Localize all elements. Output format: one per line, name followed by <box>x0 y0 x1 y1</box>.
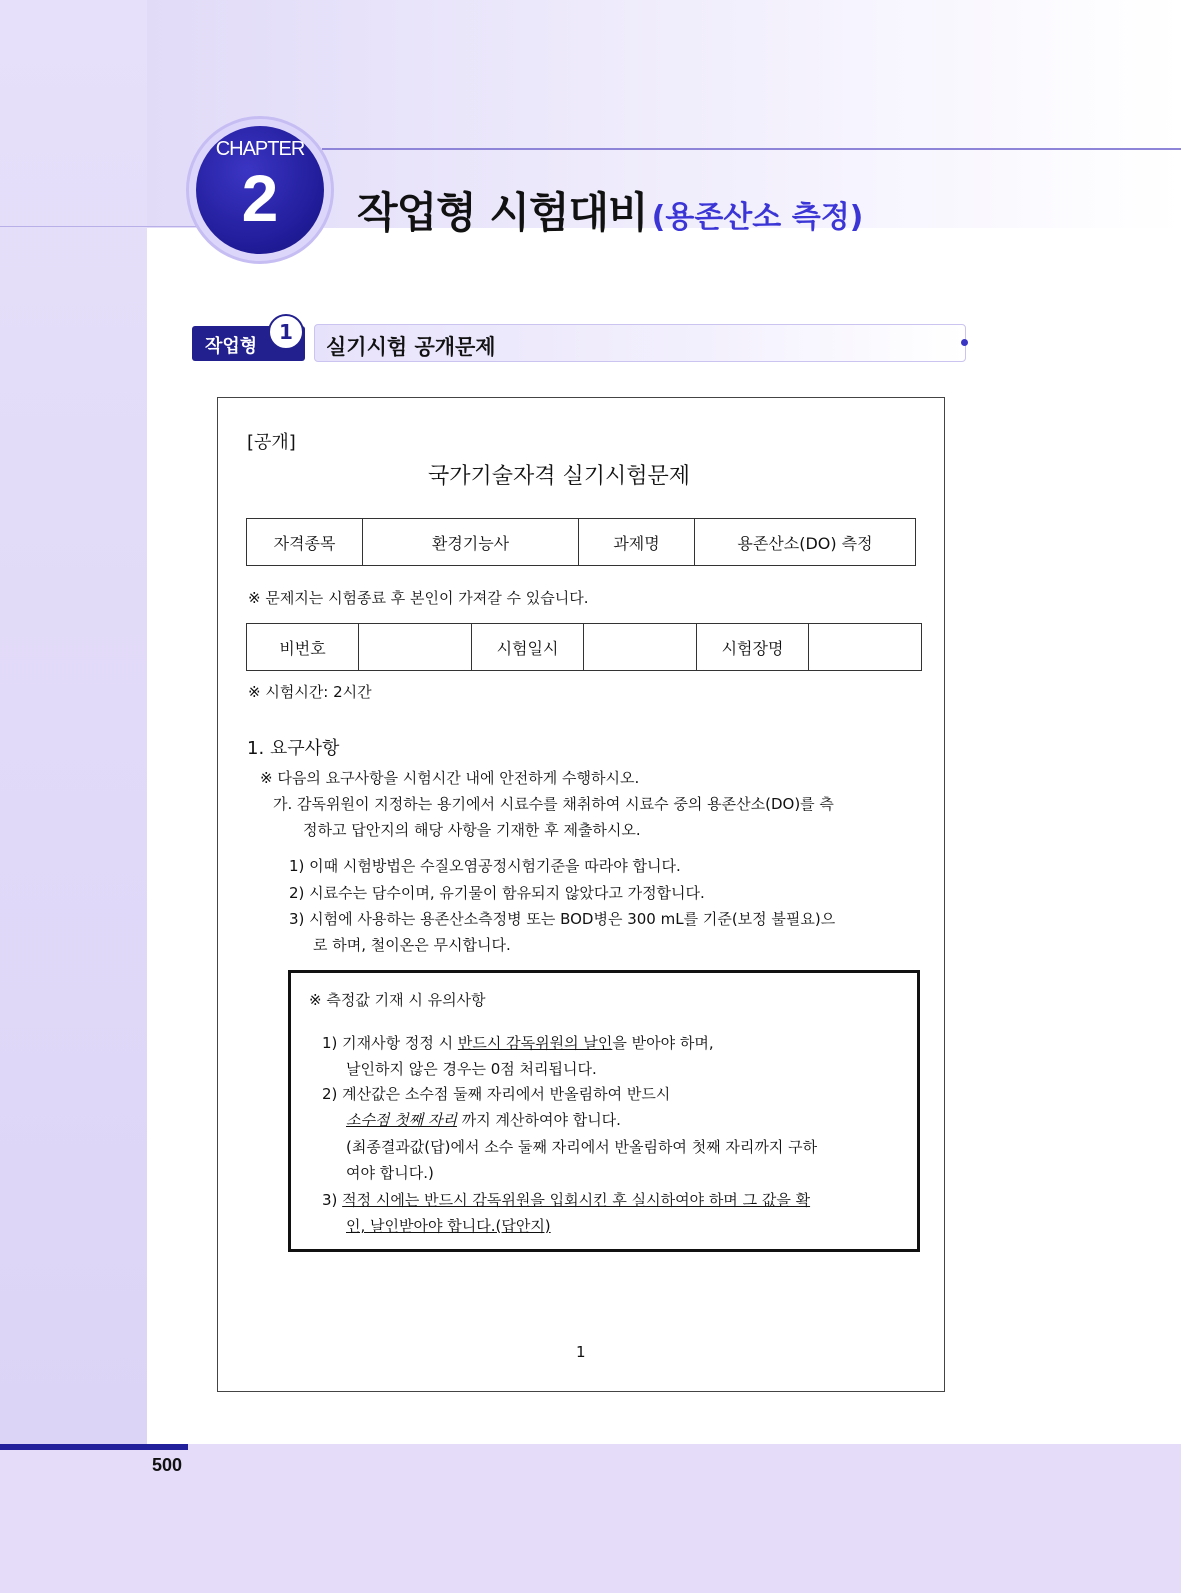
sub-item-2: 2) 시료수는 담수이며, 유기물이 함유되지 않았다고 가정합니다. <box>289 884 705 902</box>
notice-3-a: 3) <box>322 1191 343 1209</box>
section-dot <box>961 339 968 346</box>
header-rule <box>322 148 1181 150</box>
title-sub: (용존산소 측정) <box>651 200 864 235</box>
table2-cell <box>584 624 697 671</box>
left-margin-band <box>0 0 147 1446</box>
table2-cell <box>359 624 472 671</box>
table1-cell: 환경기능사 <box>363 519 579 566</box>
section-badge-number: 1 <box>268 314 304 350</box>
table1-cell: 과제명 <box>579 519 695 566</box>
requirements-intro: ※ 다음의 요구사항을 시험시간 내에 안전하게 수행하시오. <box>260 769 640 787</box>
notice-item-3-line2: 인, 날인받아야 합니다.(답안지) <box>346 1217 551 1235</box>
notice-item-2-line1: 2) 계산값은 소수점 둘째 자리에서 반올림하여 반드시 <box>322 1085 671 1103</box>
sub-item-3-line2: 로 하며, 철이온은 무시합니다. <box>313 936 511 954</box>
chapter-label: CHAPTER <box>215 138 305 160</box>
notice-item-2-line4: 여야 합니다.) <box>346 1164 434 1182</box>
doc-heading: 국가기술자격 실기시험문제 <box>428 464 691 489</box>
table2-cell: 시험일시 <box>472 624 584 671</box>
notice-2-emphasis: 소수점 첫째 자리 <box>346 1111 457 1129</box>
notice-1-a: 1) 기재사항 정정 시 <box>322 1034 458 1052</box>
item-ga-line1: 가. 감독위원이 지정하는 용기에서 시료수를 채취하여 시료수 중의 용존산소(DO)를 측 <box>273 795 834 813</box>
footer-accent-bar <box>0 1444 188 1450</box>
table2-cell: 시험장명 <box>697 624 809 671</box>
requirements-heading: 1. 요구사항 <box>247 738 340 759</box>
sub-item-1: 1) 이때 시험방법은 수질오염공정시험기준을 따라야 합니다. <box>289 857 681 875</box>
table2-cell <box>809 624 922 671</box>
section-badge-label: 작업형 <box>205 336 258 357</box>
notice-item-3 <box>322 1189 810 1210</box>
notice-1-c: 을 받아야 하며, <box>612 1034 714 1052</box>
page-title <box>357 180 863 240</box>
sub-item-3-line1: 3) 시험에 사용하는 용존산소측정병 또는 BOD병은 300 mL를 기준(보정 불필요)으 <box>289 910 836 928</box>
exam-info-table <box>246 518 916 566</box>
table2-cell: 비번호 <box>247 624 359 671</box>
notice-item-2-line2 <box>346 1109 621 1130</box>
notice-item-2-line3: (최종결과값(답)에서 소수 둘째 자리에서 반올림하여 첫째 자리까지 구하 <box>346 1138 818 1156</box>
title-main: 작업형 시험대비 <box>357 188 648 237</box>
chapter-number: 2 <box>241 161 279 235</box>
notice-3-emphasis: 적정 시에는 반드시 감독위원을 입회시킨 후 실시하여야 하며 그 값을 확 <box>342 1191 811 1209</box>
note-duration: ※ 시험시간: 2시간 <box>248 683 372 701</box>
note-take-home: ※ 문제지는 시험종료 후 본인이 가져갈 수 있습니다. <box>248 589 589 607</box>
page-number: 500 <box>152 1455 183 1475</box>
table1-cell: 용존산소(DO) 측정 <box>695 519 916 566</box>
section-title: 실기시험 공개문제 <box>326 335 496 359</box>
notice-1-emphasis: 반드시 감독위원의 날인 <box>457 1034 613 1052</box>
exam-id-table <box>246 623 922 671</box>
notice-2-b: 까지 계산하여야 합니다. <box>456 1111 621 1129</box>
doc-page-number: 1 <box>576 1343 586 1361</box>
table1-cell: 자격종목 <box>247 519 363 566</box>
item-ga-line2: 정하고 답안지의 해당 사항을 기재한 후 제출하시오. <box>303 821 641 839</box>
notice-item-1 <box>322 1032 714 1053</box>
doc-tag: [공개] <box>247 432 296 453</box>
notice-title: ※ 측정값 기재 시 유의사항 <box>309 991 486 1009</box>
notice-item-1-line2: 날인하지 않은 경우는 0점 처리됩니다. <box>346 1060 597 1078</box>
header-rule-left <box>0 226 200 227</box>
